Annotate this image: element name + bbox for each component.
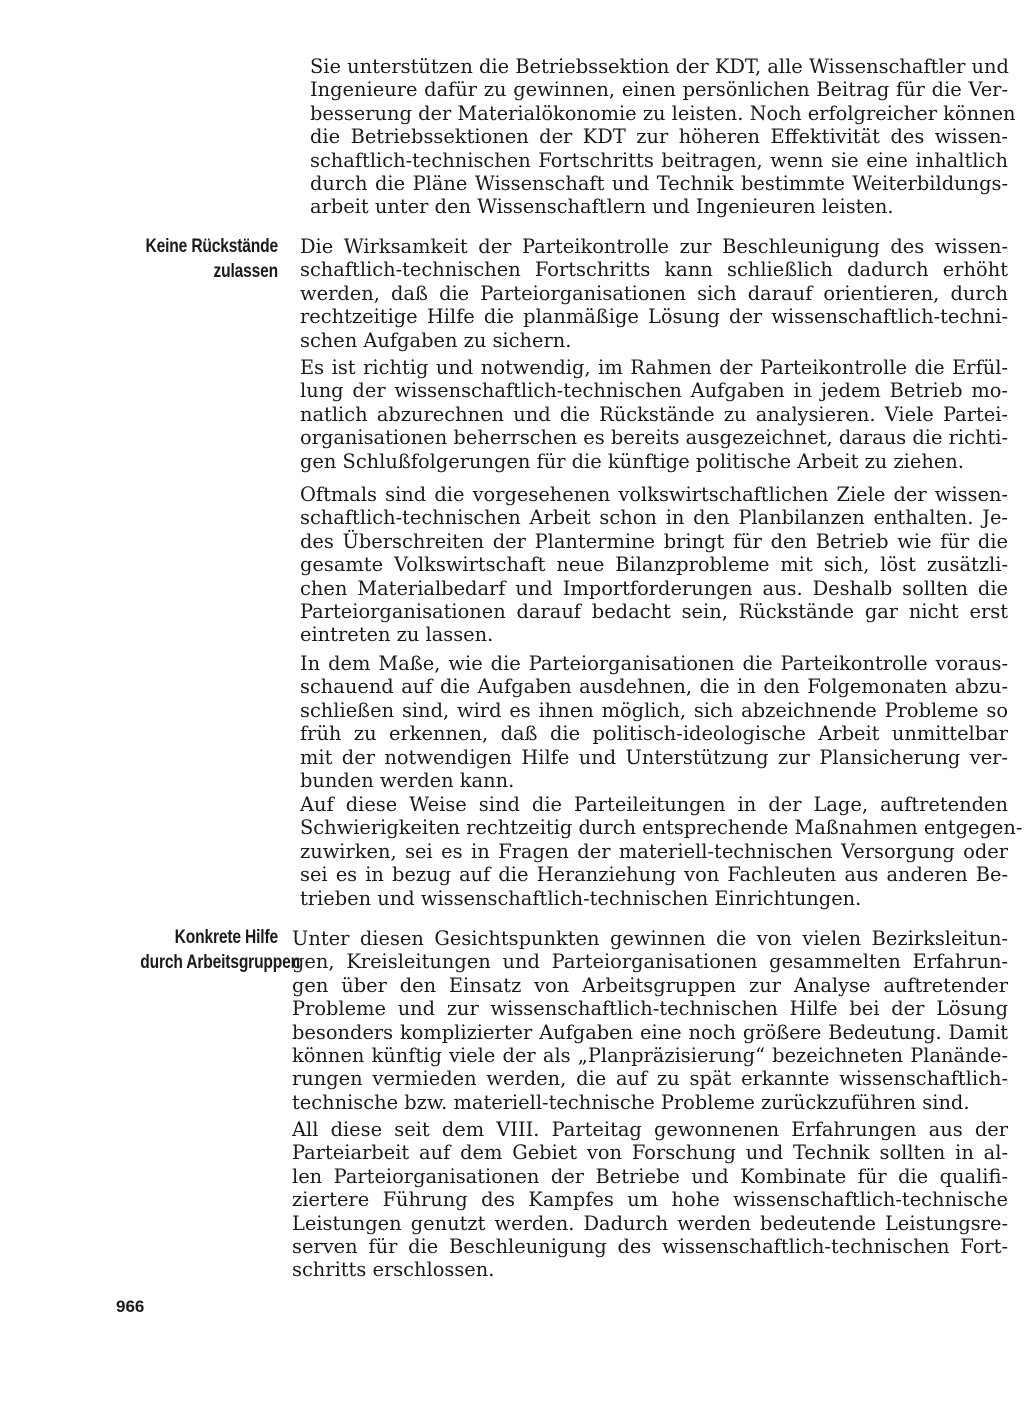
- text-line: schaftlich-technischen Fortschritts kann schließlich dadurch erhöht: [300, 258, 1008, 282]
- text-line: gesamte Volkswirtschaft neue Bilanzprobleme mit sich, löst zusätzli-: [300, 553, 1008, 577]
- text-line: bunden werden kann.: [300, 769, 515, 793]
- text-line: besonders komplizierter Aufgaben eine noch größere Bedeutung. Damit: [292, 1020, 1008, 1044]
- text-line: Ingenieure dafür zu gewinnen, einen persönlichen Beitrag für die Ver-: [310, 78, 1008, 102]
- text-line: gen Schlußfolgerungen für die künftige politische Arbeit zu ziehen.: [300, 449, 964, 473]
- text-line: schauend auf die Aufgaben ausdehnen, die in den Folgemonaten abzu-: [300, 675, 1008, 699]
- text-line: Parteiarbeit auf dem Gebiet von Forschung und Technik sollten in al-: [292, 1141, 1008, 1165]
- text-line: schließen sind, wird es ihnen möglich, sich abzeichnende Probleme so: [300, 698, 1008, 722]
- text-line: früh zu erkennen, daß die politisch-ideologische Arbeit unmittelbar: [300, 722, 1008, 746]
- text-line: All diese seit dem VIII. Parteitag gewonnenen Erfahrungen aus der: [292, 1118, 1008, 1141]
- text-line: werden, daß die Parteiorganisationen sich darauf orientieren, durch: [300, 281, 1008, 305]
- side-heading-keine-rueckstaende: [140, 234, 278, 284]
- text-line: rungen vermieden werden, die auf zu spät erkannte wissenschaftlich-: [292, 1067, 1008, 1091]
- text-line: durch die Pläne Wissenschaft und Technik bestimmte Weiterbildungs-: [310, 172, 1008, 196]
- text-line: des Überschreiten der Plantermine bringt für den Betrieb wie für die: [300, 529, 1008, 553]
- text-line: Es ist richtig und notwendig, im Rahmen der Parteikontrolle die Erfül-: [300, 356, 1008, 379]
- text-line: gen, Kreisleitungen und Parteiorganisationen gesammelten Erfahrun-: [292, 950, 1008, 974]
- text-line: die Betriebssektionen der KDT zur höheren Effektivität des wissen-: [310, 125, 1008, 149]
- side-heading-line: zulassen: [213, 261, 278, 282]
- text-line: Auf diese Weise sind die Parteileitungen in der Lage, auftretenden: [300, 793, 1008, 816]
- text-line: mit der notwendigen Hilfe und Unterstützung zur Plansicherung ver-: [300, 745, 1008, 769]
- text-line: technische bzw. materiell-technische Probleme zurückzuführen sind.: [292, 1090, 970, 1114]
- text-line: rechtzeitige Hilfe die planmäßige Lösung der wissenschaftlich-techni-: [300, 305, 1008, 329]
- text-line: eintreten zu lassen.: [300, 623, 494, 647]
- text-line: schritts erschlossen.: [292, 1258, 495, 1282]
- text-line: Sie unterstützen die Betriebssektion der KDT, alle Wissenschaftler und: [310, 55, 1009, 78]
- text-line: Leistungen genutzt werden. Dadurch werden bedeutende Leistungsre-: [292, 1211, 1008, 1235]
- side-heading-line: Keine Rückstände: [145, 236, 278, 257]
- text-line: Probleme und zur wissenschaftlich-technischen Hilfe bei der Lösung: [292, 997, 1008, 1021]
- paragraph-7: [292, 927, 1008, 1114]
- paragraph-2: [300, 235, 1008, 352]
- text-line: Schwierigkeiten rechtzeitig durch entsprechende Maßnahmen entgegen-: [300, 816, 1023, 840]
- text-line: Die Wirksamkeit der Parteikontrolle zur Beschleunigung des wissen-: [300, 235, 1008, 258]
- paragraph-8: [292, 1118, 1008, 1282]
- text-line: Parteiorganisationen darauf bedacht sein, Rückstände gar nicht erst: [300, 600, 1008, 624]
- text-line: können künftig viele der als „Planpräzisierung“ bezeichneten Planände-: [292, 1044, 1008, 1068]
- text-line: ziertere Führung des Kampfes um hohe wissenschaftlich-technische: [292, 1188, 1008, 1212]
- paragraph-1: [310, 55, 1016, 219]
- text-line: len Parteiorganisationen der Betriebe und Kombinate für die qualifi-: [292, 1164, 1008, 1188]
- text-line: zuwirken, sei es in Fragen der materiell-technischen Versorgung oder: [300, 839, 1008, 863]
- text-line: natlich abzurechnen und die Rückstände zu analysieren. Viele Partei-: [300, 402, 1008, 426]
- text-line: schen Aufgaben zu sichern.: [300, 328, 572, 352]
- text-line: besserung der Materialökonomie zu leisten. Noch erfolgreicher können: [310, 101, 1016, 125]
- text-line: trieben und wissenschaftlich-technischen Einrichtungen.: [300, 886, 862, 910]
- text-line: gen über den Einsatz von Arbeitsgruppen zur Analyse auftretender: [292, 973, 1008, 997]
- page-number: 966: [116, 1297, 145, 1316]
- text-line: organisationen beherrschen es bereits ausgezeichnet, daraus die richti-: [300, 426, 1008, 450]
- side-heading-konkrete-hilfe: [140, 925, 300, 975]
- text-line: sei es in bezug auf die Heranziehung von Fachleuten aus anderen Be-: [300, 863, 1008, 887]
- paragraph-4: [300, 483, 1008, 647]
- text-line: Unter diesen Gesichtspunkten gewinnen die von vielen Bezirksleitun-: [292, 927, 1008, 950]
- text-line: lung der wissenschaftlich-technischen Aufgaben in jedem Betrieb mo-: [300, 379, 1008, 403]
- text-line: In dem Maße, wie die Parteiorganisationen die Parteikontrolle voraus-: [300, 652, 1008, 675]
- side-heading-line: durch Arbeitsgruppen: [140, 952, 300, 973]
- text-line: Oftmals sind die vorgesehenen volkswirtschaftlichen Ziele der wissen-: [300, 483, 1008, 506]
- text-line: arbeit unter den Wissenschaftlern und Ingenieuren leisten.: [310, 195, 894, 219]
- paragraph-6: [300, 793, 1023, 910]
- side-heading-line: Konkrete Hilfe: [174, 927, 278, 948]
- paragraph-3: [300, 356, 1008, 473]
- text-line: chen Materialbedarf und Importforderungen aus. Deshalb sollten die: [300, 576, 1008, 600]
- text-line: schaftlich-technischen Fortschritts beitragen, wenn sie eine inhaltlich: [310, 148, 1008, 172]
- text-line: schaftlich-technischen Arbeit schon in den Planbilanzen enthalten. Je-: [300, 506, 1008, 530]
- text-line: serven für die Beschleunigung des wissenschaftlich-technischen Fort-: [292, 1235, 1008, 1259]
- paragraph-5: [300, 652, 1008, 792]
